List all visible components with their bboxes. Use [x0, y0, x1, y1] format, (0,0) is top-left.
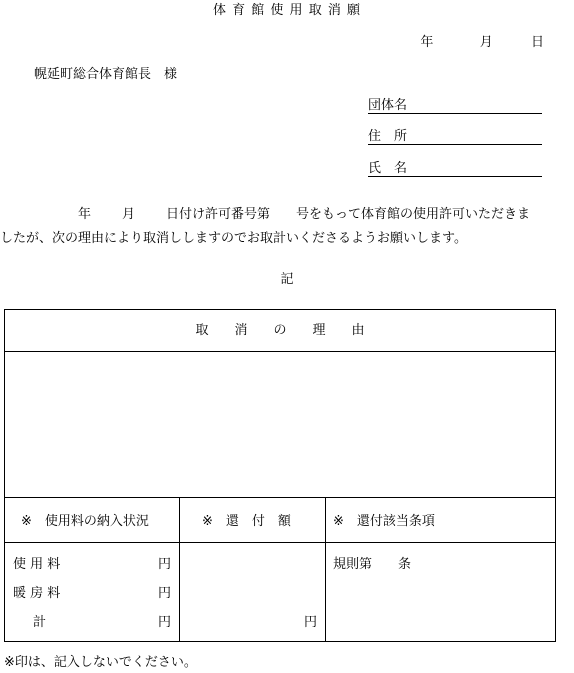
group-name-field[interactable]	[368, 99, 542, 114]
date-month: 月	[479, 35, 493, 50]
name-label: 氏 名	[368, 161, 408, 176]
body-line1-rest: 日付け許可番号第 号をもって体育館の使用許可いただきま	[166, 207, 531, 222]
refund-clause-header: ※ 還付該当条項	[333, 514, 435, 529]
footnote: ※印は、記入しないでください。	[4, 655, 197, 670]
refund-unit: 円	[304, 615, 318, 630]
reason-header: 取 消 の 理 由	[195, 323, 365, 338]
fee-label-usage: 使 用 料	[13, 557, 61, 572]
body-line-1	[78, 208, 530, 221]
payment-status-header: ※ 使用料の納入状況	[21, 514, 149, 529]
ki-label: 記	[280, 272, 294, 287]
clause-text: 規則第 条	[333, 557, 412, 572]
address-label: 住 所	[368, 129, 408, 144]
fee-unit-heating: 円	[158, 586, 172, 601]
name-field[interactable]	[368, 162, 542, 177]
cancellation-table	[4, 309, 556, 642]
addressee: 幌延町総合体育館長 様	[34, 67, 178, 82]
reason-input-area[interactable]	[5, 352, 555, 496]
address-field[interactable]	[368, 130, 542, 145]
group-name-label: 団体名	[368, 98, 408, 113]
fee-unit-total: 円	[158, 615, 172, 630]
divider	[179, 497, 180, 641]
date-year: 年	[420, 35, 434, 50]
divider	[325, 497, 326, 641]
refund-amount-header: ※ 還 付 額	[202, 514, 291, 529]
date-day: 日	[530, 35, 544, 50]
body-line-2: したが、次の理由により取消ししますのでお取計いくださるようお願いします。	[0, 231, 467, 246]
fee-label-total: 計	[33, 615, 47, 630]
body-line1-month: 月	[122, 207, 136, 222]
divider	[5, 542, 555, 543]
fee-unit-usage: 円	[158, 557, 172, 572]
date-line	[420, 36, 544, 49]
fee-label-heating: 暖 房 料	[13, 586, 61, 601]
divider	[5, 497, 555, 498]
body-line1-year: 年	[78, 207, 92, 222]
document-title: 体 育 館 使 用 取 消 願	[213, 3, 361, 18]
